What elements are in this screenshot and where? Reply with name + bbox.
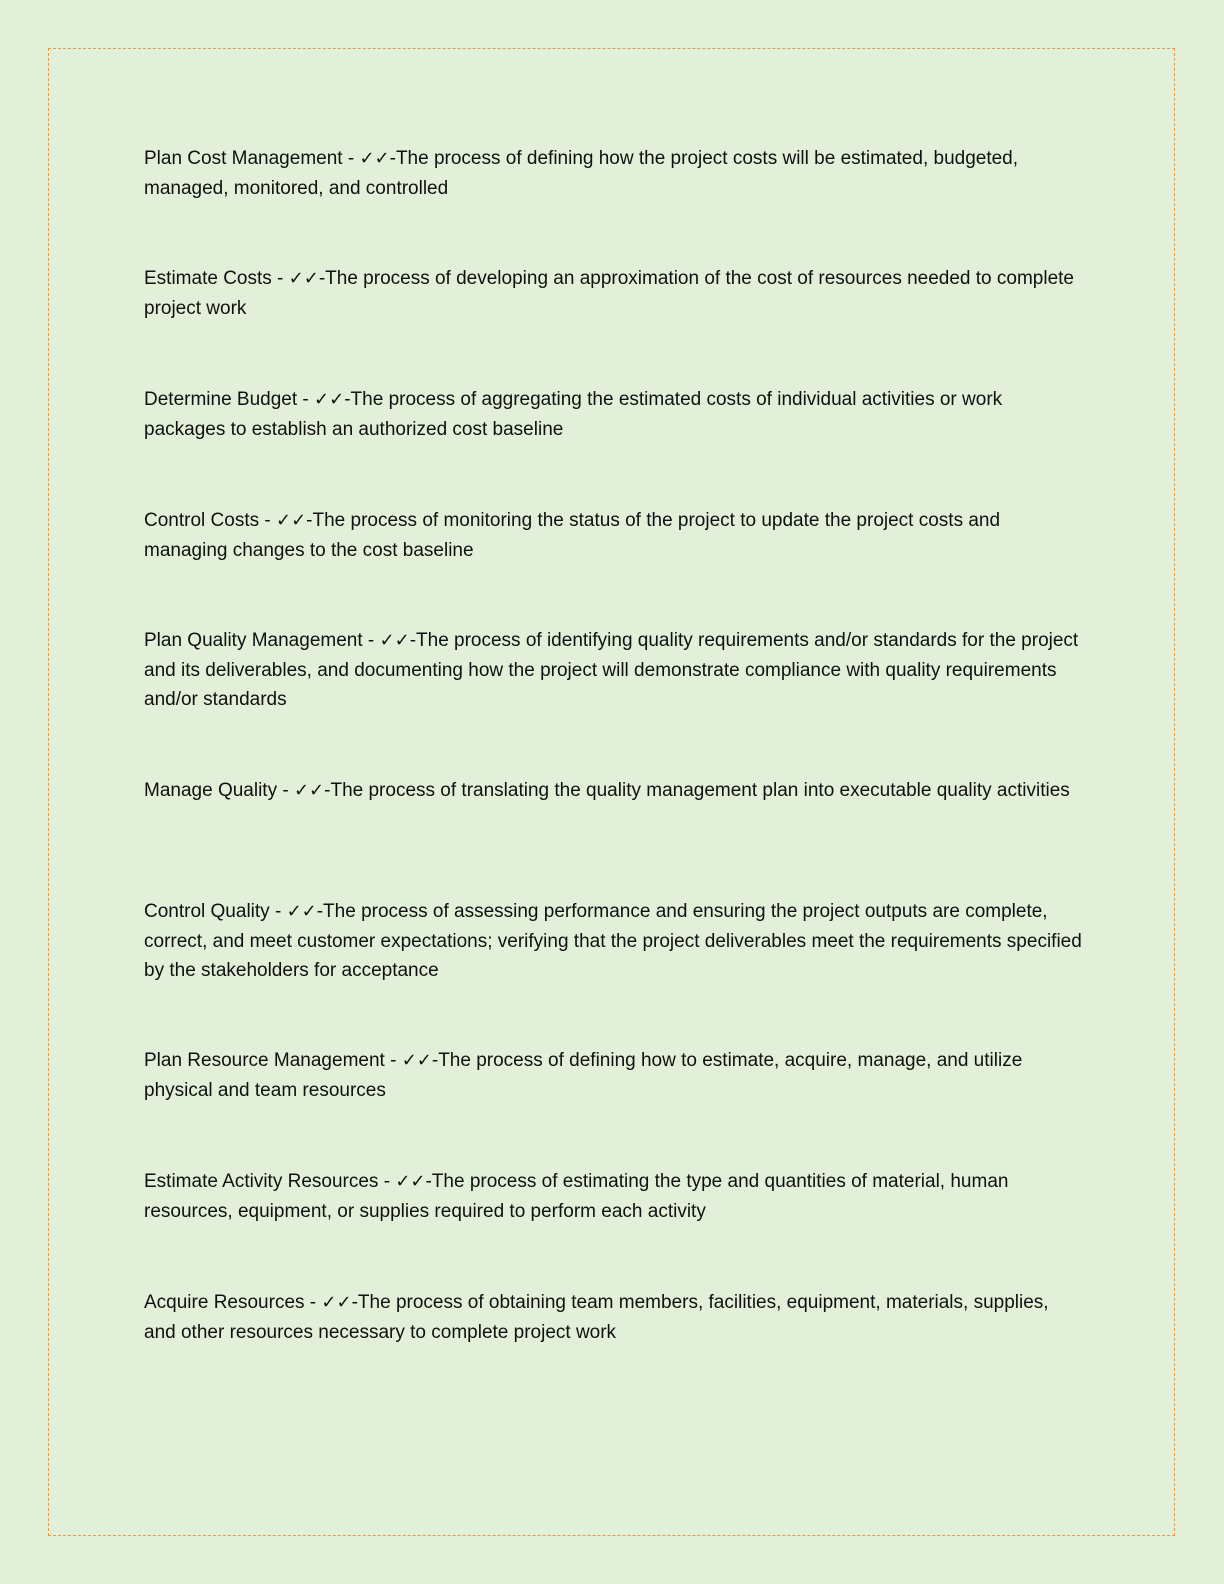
entry-acquire-resources [144, 1288, 1084, 1347]
entry-separator: - [384, 1050, 402, 1071]
double-check-icon: ✓✓ [314, 389, 345, 410]
double-check-icon: ✓✓ [359, 148, 390, 169]
entry-term: Determine Budget [144, 389, 298, 410]
entry-determine-budget [144, 385, 1084, 444]
entry-separator: - [342, 148, 360, 169]
entry-manage-quality [144, 776, 1084, 806]
entry-term: Acquire Resources [144, 1292, 305, 1313]
double-check-icon: ✓✓ [321, 1292, 352, 1313]
entry-estimate-activity-resources [144, 1167, 1084, 1226]
entry-term: Manage Quality [144, 780, 278, 801]
entry-definition: -The process of assessing performance and ensuring the project outputs are complete, correct, and meet customer expectations; verifying that the project deliverables meet the requirements specified by the stakeholders for acceptance [144, 901, 1082, 981]
entry-term: Estimate Costs [144, 268, 272, 289]
entry-definition: -The process of monitoring the status of the project to update the project costs and managing changes to the cost baseline [144, 510, 1001, 561]
entry-definition: -The process of obtaining team members, facilities, equipment, materials, supplies, and other resources necessary to complete project work [144, 1292, 1049, 1343]
entry-term: Plan Cost Management [144, 148, 343, 169]
entry-separator: - [378, 1171, 396, 1192]
entry-term: Control Costs [144, 510, 260, 531]
entry-definition: -The process of defining how to estimate, acquire, manage, and utilize physical and team resources [144, 1050, 1023, 1101]
entry-separator: - [362, 630, 380, 651]
entry-definition: -The process of identifying quality requirements and/or standards for the project and its deliverables, and documenting how the project will demonstrate compliance with quality requirements and/or standards [144, 630, 1079, 710]
double-check-icon: ✓✓ [286, 901, 317, 922]
entry-definition: -The process of developing an approximation of the cost of resources needed to complete project work [144, 268, 1074, 319]
double-check-icon: ✓✓ [276, 510, 307, 531]
entry-separator: - [271, 268, 289, 289]
entry-definition: -The process of estimating the type and quantities of material, human resources, equipment, or supplies required to perform each activity [144, 1171, 1009, 1222]
entry-term: Plan Quality Management [144, 630, 363, 651]
entry-separator: - [297, 389, 315, 410]
entry-definition: -The process of defining how the project costs will be estimated, budgeted, managed, monitored, and controlled [144, 148, 1019, 199]
entry-term: Estimate Activity Resources [144, 1171, 379, 1192]
entry-control-costs [144, 506, 1084, 565]
entry-separator: - [304, 1292, 322, 1313]
double-check-icon: ✓✓ [401, 1050, 432, 1071]
double-check-icon: ✓✓ [379, 630, 410, 651]
entry-separator: - [259, 510, 276, 531]
entry-plan-cost-management [144, 144, 1084, 203]
entry-separator: - [269, 901, 287, 922]
entry-plan-quality-management [144, 626, 1084, 715]
double-check-icon: ✓✓ [288, 268, 319, 289]
double-check-icon: ✓✓ [293, 780, 325, 801]
double-check-icon: ✓✓ [395, 1171, 426, 1192]
entry-definition: -The process of translating the quality management plan into executable quality activities [324, 780, 1070, 801]
entry-definition: -The process of aggregating the estimated costs of individual activities or work packages to establish an authorized cost baseline [144, 389, 1003, 440]
entry-control-quality [144, 897, 1084, 986]
entry-term: Plan Resource Management [144, 1050, 385, 1071]
entry-plan-resource-management [144, 1046, 1084, 1105]
entry-term: Control Quality [144, 901, 270, 922]
entry-separator: - [277, 780, 294, 801]
entry-estimate-costs [144, 264, 1084, 323]
